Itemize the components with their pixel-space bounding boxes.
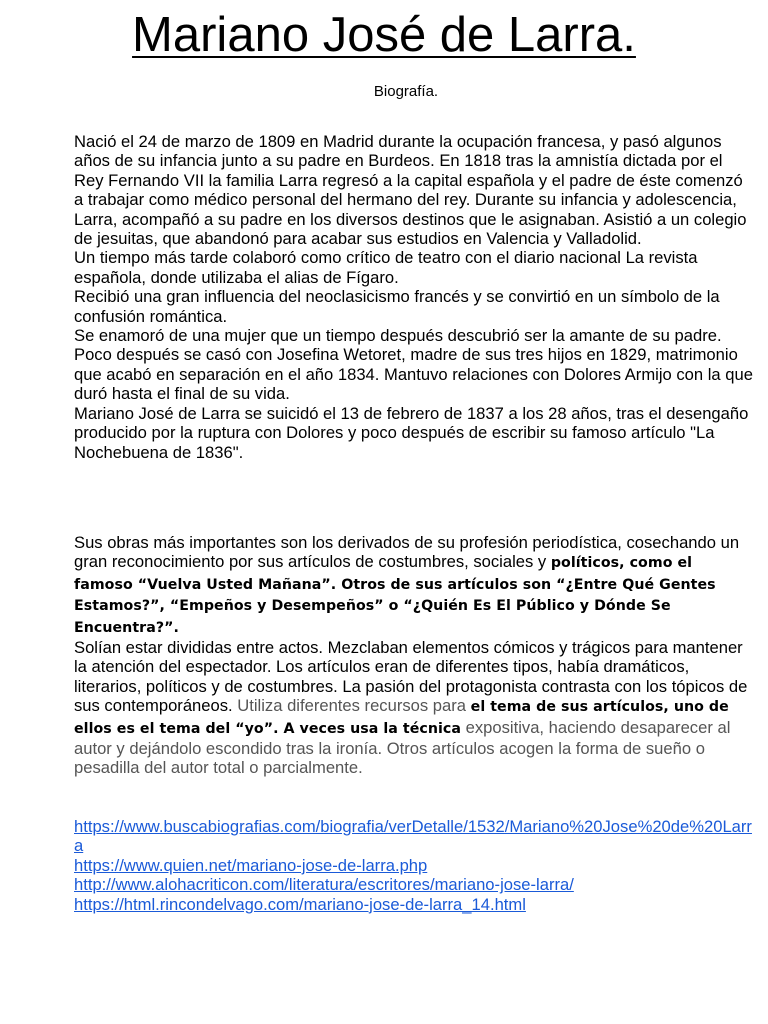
works-paragraph: [74, 638, 754, 778]
page-subtitle: Biografía.: [373, 83, 439, 100]
biography-paragraph: Nació el 24 de marzo de 1809 en Madrid durante la ocupación francesa, y pasó algunos años de su infancia junto a su padre en Burdeos. En 1818 tras la amnistía dictada por el Rey Fernando VII la familia Larra regresó a la capital española y el padre de éste comenzó a trabajar como médico personal del hermano del rey. Durante su infancia y adolescencia, Larra, acompañó a su padre en los diversos destinos que le asignaban. Asistió a un colegio de jesuitas, que abandonó para acabar sus estudios en Valencia y Valladolid.: [74, 132, 747, 249]
works-paragraph: [74, 533, 754, 638]
works-text: Sus obras más importantes son los derivados de su profesión periodística, cosechando un gran reconocimiento por sus artículos de costumbres, sociales y: [74, 533, 740, 572]
works-section: [74, 533, 754, 778]
reference-link[interactable]: https://www.quien.net/mariano-jose-de-larra.php: [74, 855, 428, 875]
page-title-text: Mariano José de Larra.: [132, 8, 636, 62]
page-title: [0, 6, 768, 64]
biography-section: [74, 132, 754, 462]
reference-link[interactable]: https://www.buscabiografias.com/biografia/verDetalle/1532/Mariano%20Jose%20de%20Larra: [74, 817, 752, 856]
reference-link[interactable]: http://www.alohacriticon.com/literatura/escritores/mariano-jose-larra/: [74, 875, 574, 895]
works-text: Solían estar divididas entre actos. Mezclaban elementos cómicos y trágicos para mantener la atención del espectador. Los artículos eran de diferentes tipos, había dramáticos, literarios, políticos y de costumbres. La pasión del protagonista contrasta con los tópicos de sus contemporáneos.: [74, 638, 748, 716]
reference-link[interactable]: https://html.rincondelvago.com/mariano-jose-de-larra_14.html: [74, 894, 526, 914]
works-grey-text: expositiva, haciendo desaparecer al autor y dejándolo escondido tras la ironía. Otros artículos acogen la forma de sueño o pesadilla del autor total o parcialmente.: [74, 717, 731, 778]
works-bold-text: el tema de sus artículos, uno de ellos es el tema del “yo”. A veces usa la técnica: [74, 699, 729, 737]
works-bold-text: políticos, como el famoso “Vuelva Usted Mañana”. Otros de sus artículos son “¿Entre Qué Gentes Estamos?”, “Empeños y Desempeños” o “¿Quién Es El Público y Dónde Se Encuentra?”.: [74, 555, 716, 636]
biography-paragraph: Se enamoró de una mujer que un tiempo después descubrió ser la amante de su padre. Poco después se casó con Josefina Wetoret, madre de sus tres hijos en 1829, matrimonio que acabó en separación en el año 1834. Mantuvo relaciones con Dolores Armijo con la que duró hasta el final de su vida.: [74, 326, 753, 404]
biography-paragraph: Mariano José de Larra se suicidó el 13 de febrero de 1837 a los 28 años, tras el desengaño producido por la ruptura con Dolores y poco después de escribir su famoso artículo "La Nochebuena de 1836".: [74, 403, 749, 462]
biography-paragraph: Un tiempo más tarde colaboró como crítico de teatro con el diario nacional La revista española, donde utilizaba el alias de Fígaro.: [74, 248, 698, 287]
biography-paragraph: Recibió una gran influencia del neoclasicismo francés y se convirtió en un símbolo de la confusión romántica.: [74, 287, 720, 326]
works-grey-text: Utiliza diferentes recursos para: [237, 696, 467, 716]
reference-links: [74, 817, 754, 914]
